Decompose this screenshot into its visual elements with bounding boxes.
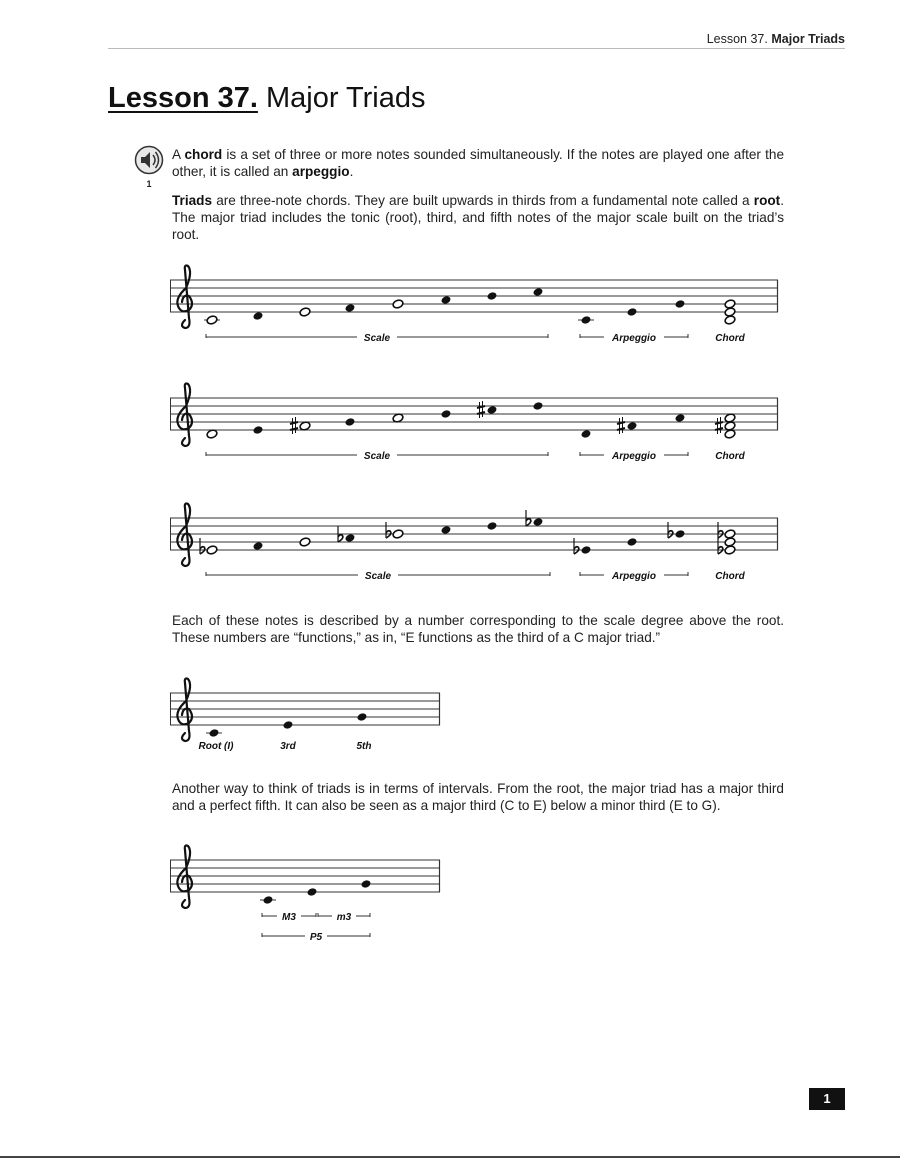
label-perfect-fifth: P5 (309, 932, 323, 943)
chord-notes (715, 413, 736, 439)
bracket-label (580, 451, 688, 462)
audio-track-number: 1 (146, 179, 152, 189)
paragraph-functions: Each of these notes is described by a number corresponding to the scale degree above the root. These numbers are “functions,” as in, “E functions as the third of a C major triad.” (172, 613, 784, 645)
note (675, 299, 686, 309)
bracket-label (580, 571, 688, 582)
staff-eb-major (170, 504, 778, 583)
sharp-icon (477, 401, 485, 418)
term-arpeggio: arpeggio (292, 164, 350, 179)
flat-icon (718, 538, 723, 554)
note (260, 895, 276, 905)
header-rule (108, 48, 845, 49)
staff-d-major (170, 384, 778, 463)
treble-clef-icon (177, 504, 192, 567)
label-third: 3rd (280, 741, 296, 752)
note (283, 720, 294, 730)
note (299, 307, 311, 317)
note (290, 417, 311, 434)
term-root: root (753, 193, 781, 208)
label-chord: Chord (715, 333, 745, 344)
label-chord: Chord (715, 571, 745, 582)
note (477, 401, 497, 418)
bracket-label (262, 912, 316, 923)
note (581, 429, 592, 439)
text: . The major triad includes the tonic (root), third, and fifth notes of the major scale built on the triad’s root. (172, 193, 784, 242)
note (487, 291, 498, 301)
note (533, 287, 544, 297)
note (392, 299, 404, 309)
note (307, 887, 318, 897)
staff-c-major (170, 266, 778, 345)
note (627, 307, 638, 317)
paragraph-chord-definition (172, 146, 784, 180)
note (574, 538, 591, 555)
bracket-label (318, 912, 370, 923)
note (627, 537, 638, 547)
bracket-label (206, 571, 550, 582)
note (204, 315, 220, 325)
paragraph-triad-definition (172, 192, 784, 243)
note (386, 522, 404, 539)
label-scale: Scale (363, 451, 391, 462)
staff-functions (170, 679, 440, 753)
note (345, 417, 356, 427)
note (206, 728, 222, 738)
bracket-label (206, 333, 548, 344)
note (253, 311, 264, 321)
flat-icon (574, 538, 579, 554)
flat-icon (200, 538, 205, 554)
flat-icon (668, 522, 673, 538)
running-head-lesson: Lesson 37. (706, 32, 768, 46)
note (441, 409, 452, 419)
speaker-icon (132, 144, 166, 192)
label-arpeggio: Arpeggio (612, 333, 656, 344)
label-minor-third: m3 (336, 912, 352, 923)
note (361, 879, 372, 889)
note (357, 712, 368, 722)
lesson-name: Major Triads (265, 82, 426, 114)
treble-clef-icon (177, 846, 192, 909)
note (253, 425, 264, 435)
label-fifth: 5th (356, 741, 372, 752)
label-scale: Scale (363, 333, 391, 344)
note (668, 522, 685, 539)
bracket-label (206, 451, 548, 462)
note (200, 538, 218, 555)
flat-icon (718, 522, 723, 538)
staff-intervals (170, 846, 440, 944)
text: is a set of three or more notes sounded simultaneously. If the notes are played one after the other, it is called an (172, 147, 785, 179)
note (345, 303, 356, 313)
bracket-label (262, 932, 370, 943)
running-head-topic: Major Triads (771, 32, 845, 46)
scale-examples (170, 262, 785, 612)
intervals-example (170, 842, 450, 943)
label-major-third: M3 (282, 912, 296, 923)
treble-clef-icon (177, 679, 192, 742)
label-arpeggio: Arpeggio (612, 571, 656, 582)
sharp-icon (290, 417, 298, 434)
note (441, 525, 452, 535)
page-number: 1 (809, 1088, 845, 1110)
text: are three-note chords. They are built upwards in thirds from a fundamental note called a (212, 193, 754, 208)
note (578, 315, 594, 325)
sharp-icon (715, 417, 723, 434)
label-scale: Scale (364, 571, 392, 582)
chord-notes (724, 299, 736, 325)
note (253, 541, 264, 551)
paragraph-intervals: Another way to think of triads is in terms of intervals. From the root, the major triad has a major third and a perfect fifth. It can also be seen as a major third (C to E) below a minor third (E to G). (172, 781, 784, 813)
page-bottom-border (0, 1156, 900, 1158)
note (675, 413, 686, 423)
bracket-label (580, 333, 688, 344)
treble-clef-icon (177, 384, 192, 447)
flat-icon (386, 522, 391, 538)
text: . (349, 164, 354, 179)
page-title (108, 80, 426, 116)
note (299, 537, 311, 547)
note (533, 401, 544, 411)
text: A (172, 147, 185, 162)
lesson-number: Lesson 37. (108, 82, 258, 114)
note (487, 521, 498, 531)
term-triads: Triads (172, 193, 213, 208)
sharp-icon (617, 417, 625, 434)
treble-clef-icon (177, 266, 192, 329)
note (441, 295, 452, 305)
audio-track[interactable] (132, 144, 166, 192)
note (617, 417, 637, 434)
label-root: Root (I) (198, 741, 234, 752)
term-chord: chord (184, 147, 223, 162)
label-arpeggio: Arpeggio (612, 451, 656, 462)
functions-example (170, 675, 450, 750)
label-chord: Chord (715, 451, 745, 462)
running-head (707, 32, 845, 46)
